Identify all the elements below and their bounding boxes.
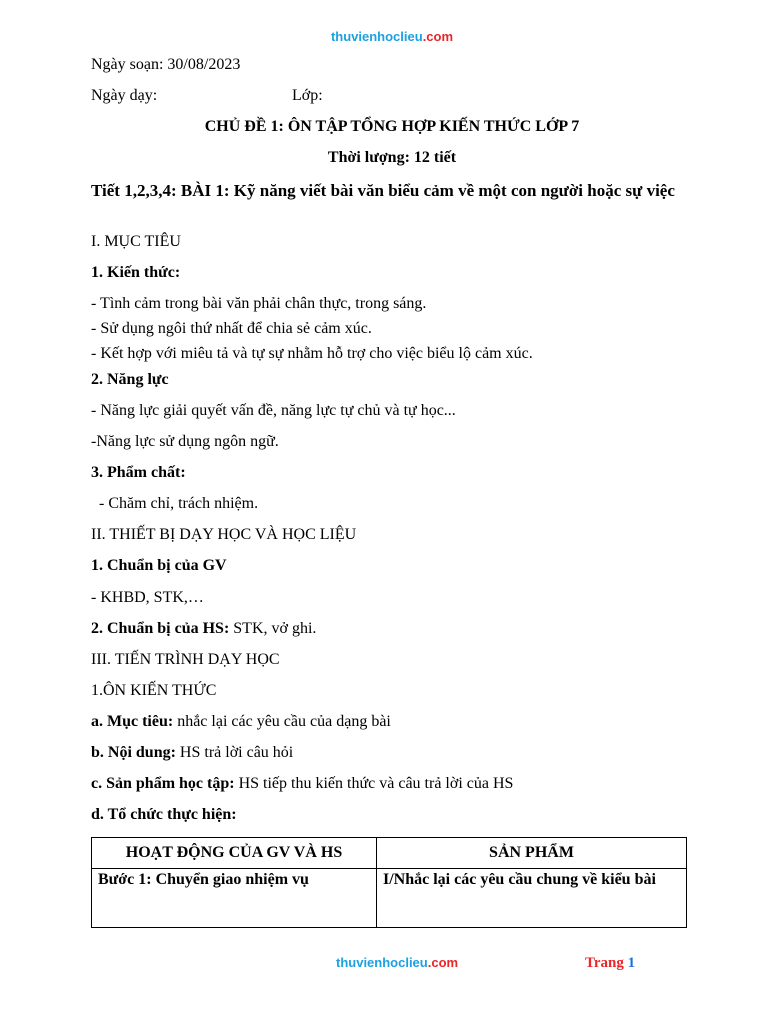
nl-item: - Năng lực giải quyết vấn đề, năng lực tự chủ và tự học...	[91, 402, 456, 419]
to-chuc-heading: d. Tổ chức thực hiện:	[91, 806, 237, 823]
kien-thuc-heading: 1. Kiến thức:	[91, 264, 181, 281]
page-label: Trang	[585, 955, 628, 971]
kt-item: - Tình cảm trong bài văn phải chân thực, trong sáng.	[91, 295, 427, 312]
nl-item: -Năng lực sử dụng ngôn ngữ.	[91, 433, 279, 450]
hs-label: 2. Chuẩn bị của HS:	[91, 620, 230, 637]
c-label: c. Sản phẩm học tập:	[91, 775, 235, 792]
kt-item: - Sử dụng ngôi thứ nhất để chia sẻ cảm xúc.	[91, 320, 372, 337]
table-header-cell: HOẠT ĐỘNG CỦA GV VÀ HS	[92, 838, 377, 869]
brand-name: thuvienhoclieu	[330, 29, 423, 44]
table-header-row	[92, 838, 687, 869]
activity-table	[91, 837, 687, 928]
b-label: b. Nội dung:	[91, 744, 176, 761]
gv-heading: 1. Chuẩn bị của GV	[91, 557, 227, 574]
page-num: 1	[627, 955, 636, 971]
table-cell: I/Nhắc lại các yêu cầu chung về kiểu bài	[377, 869, 687, 928]
pham-chat-heading: 3. Phẩm chất:	[91, 464, 186, 481]
section-thiet-bi: II. THIẾT BỊ DẠY HỌC VÀ HỌC LIỆU	[91, 526, 357, 543]
c-text: HS tiếp thu kiến thức và câu trả lời của HS	[234, 775, 514, 792]
thoi-luong: Thời lượng: 12 tiết	[327, 149, 457, 166]
muc-tieu-line	[91, 713, 391, 731]
chu-de-title: CHỦ ĐỀ 1: ÔN TẬP TỔNG HỢP KIẾN THỨC LỚP 7	[204, 118, 580, 135]
nang-luc-heading: 2. Năng lực	[91, 371, 169, 388]
a-label: a. Mục tiêu:	[91, 713, 174, 730]
gv-item: - KHBD, STK,…	[91, 589, 204, 606]
pc-item: - Chăm chỉ, trách nhiệm.	[91, 495, 259, 512]
ngay-soan: Ngày soạn: 30/08/2023	[91, 56, 241, 73]
table-header-cell: SẢN PHẨM	[377, 838, 687, 869]
ngay-day: Ngày dạy:	[91, 87, 158, 104]
on-kien-thuc: 1.ÔN KIẾN THỨC	[91, 682, 217, 699]
header-brand-link[interactable]	[0, 29, 768, 44]
b-text: HS trả lời câu hỏi	[175, 744, 294, 761]
hs-text: STK, vở ghi.	[229, 620, 317, 637]
san-pham-line	[91, 775, 513, 793]
page-number	[585, 955, 635, 972]
footer-brand-link[interactable]	[336, 955, 458, 970]
brand-tld: .com	[427, 955, 459, 970]
lop-label: Lớp:	[292, 87, 323, 104]
a-text: nhắc lại các yêu cầu của dạng bài	[173, 713, 391, 730]
section-tien-trinh: III. TIẾN TRÌNH DẠY HỌC	[91, 651, 280, 668]
noi-dung-line	[91, 744, 293, 762]
table-row	[92, 869, 687, 928]
tiet-title: Tiết 1,2,3,4: BÀI 1: Kỹ năng viết bài văn biểu cảm về một con người hoặc sự việc	[91, 181, 675, 200]
table-cell: Bước 1: Chuyển giao nhiệm vụ	[92, 869, 377, 928]
brand-name: thuvienhoclieu	[336, 955, 428, 970]
hs-line	[91, 620, 316, 638]
section-muc-tieu: I. MỤC TIÊU	[91, 233, 181, 250]
brand-tld: .com	[422, 29, 454, 44]
kt-item: - Kết hợp với miêu tả và tự sự nhằm hỗ trợ cho việc biểu lộ cảm xúc.	[91, 345, 533, 362]
